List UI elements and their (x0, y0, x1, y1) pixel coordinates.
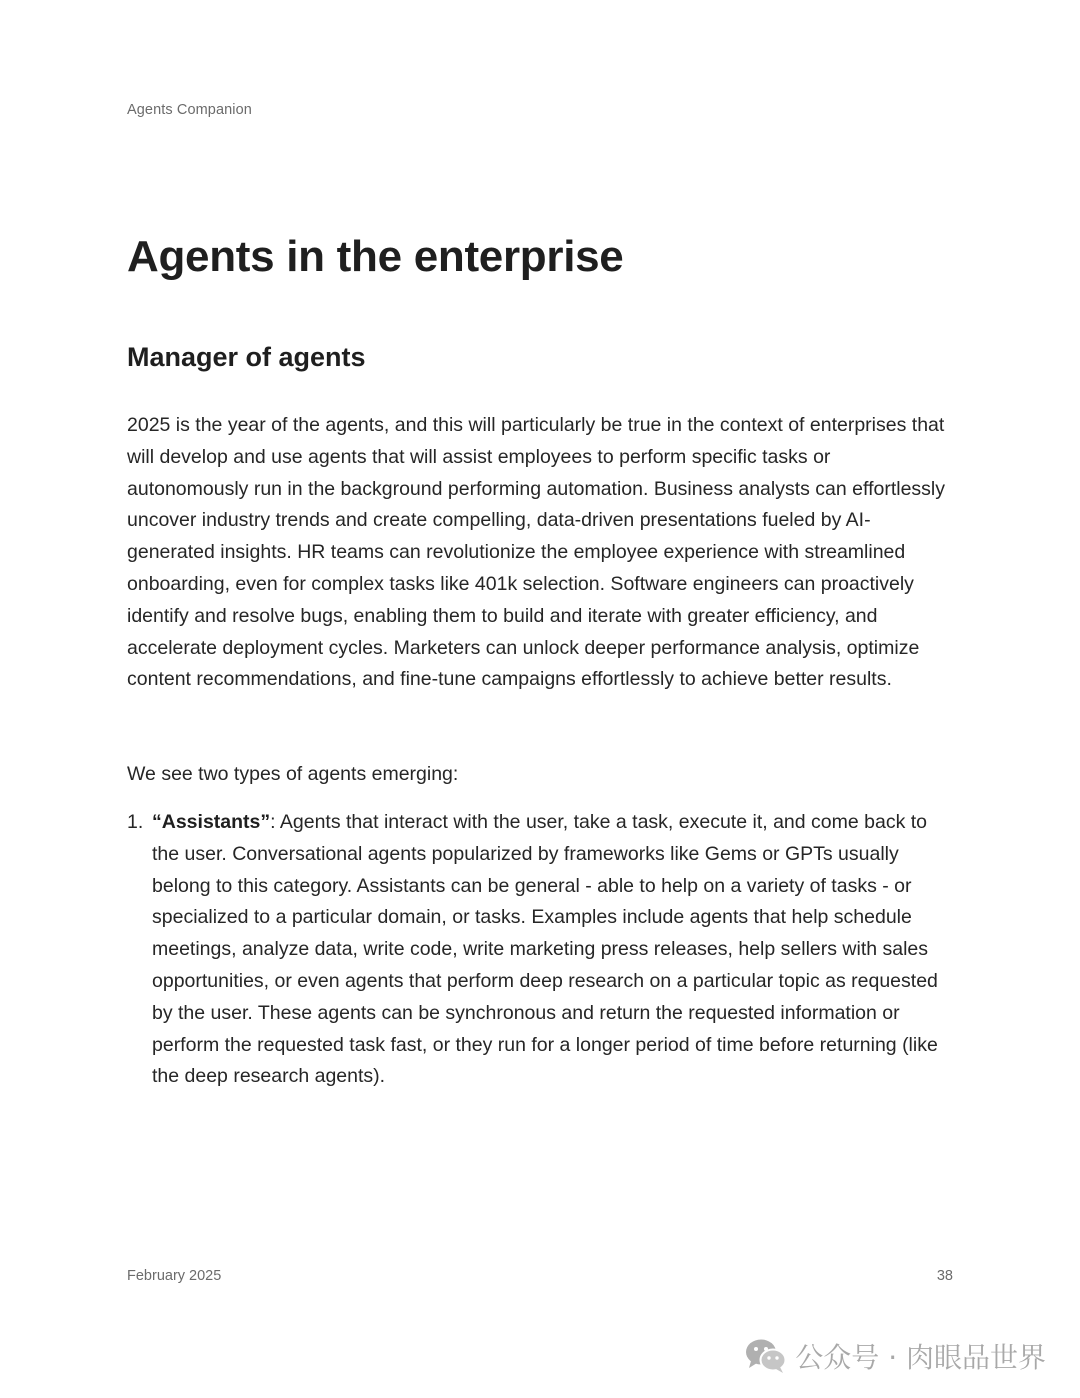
list-term: “Assistants” (152, 811, 271, 833)
watermark (745, 1336, 1046, 1376)
list-item (127, 807, 957, 1093)
wechat-icon (745, 1338, 787, 1374)
list-text: : Agents that interact with the user, take a task, execute it, and come back to the user. Conversational agents popularized by frameworks like Gems or GPTs usually belong to this category. Assistants can be general - able to help on a variety of tasks - or specialized to a particular domain, or tasks. Examples include agents that help schedule meetings, analyze data, write code, write marketing press releases, help sellers with sales opportunities, or even agents that perform deep research on a particular topic as requested by the user. These agents can be synchronous and return the requested information or perform the requested task fast, or they run for a longer period of time before returning (like the deep research agents). (152, 811, 938, 1088)
agent-types-list (127, 807, 957, 1093)
body-paragraph-intro: We see two types of agents emerging: (127, 763, 459, 785)
watermark-text: 公众号 · 肉眼品世界 (795, 1341, 1046, 1374)
footer-date: February 2025 (127, 1268, 222, 1284)
page-title: Agents in the enterprise (127, 232, 624, 281)
running-header: Agents Companion (127, 102, 252, 118)
section-title: Manager of agents (127, 342, 366, 372)
page-number: 38 (936, 1268, 953, 1284)
list-marker: 1. (127, 811, 144, 833)
body-paragraph: 2025 is the year of the agents, and this will particularly be true in the context of enterprises that will develop and use agents that will assist employees to perform specific tasks or autonomously run in the background performing automation. Business analysts can effortlessly uncover industry trends and create compelling, data-driven presentations fueled by AI-generated insights. HR teams can revolutionize the employee experience with streamlined onboarding, even for complex tasks like 401k selection. Software engineers can proactively identify and resolve bugs, enabling them to build and iterate with greater efficiency, and accelerate deployment cycles. Marketers can unlock deeper performance analysis, optimize content recommendations, and fine-tune campaigns effortlessly to achieve better results. (127, 414, 946, 691)
